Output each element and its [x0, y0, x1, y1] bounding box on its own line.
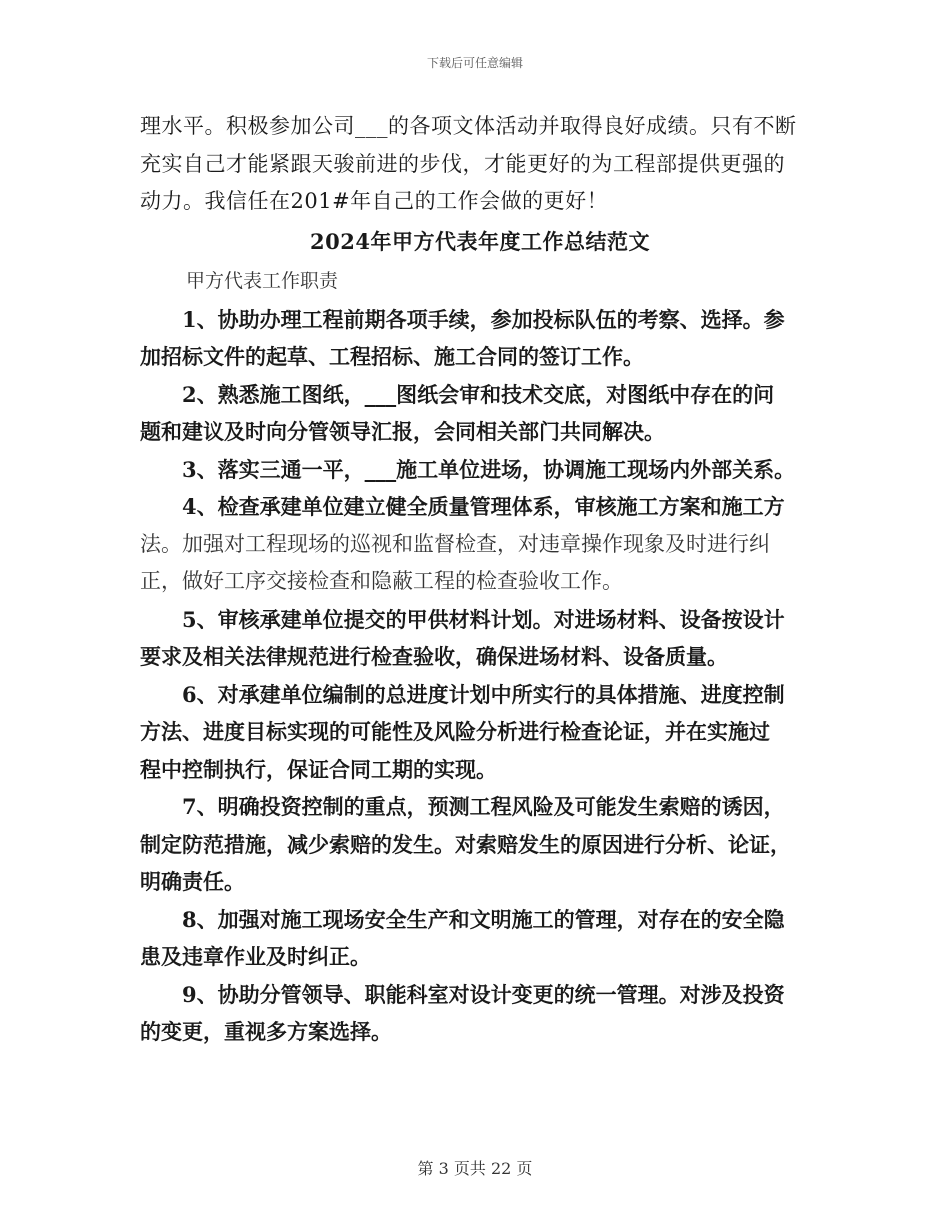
text-line: 患及违章作业及时纠正。	[140, 944, 371, 969]
text-line: 方法、进度目标实现的可能性及风险分析进行检查论证，并在实施过	[140, 719, 770, 744]
text-line: 8、加强对施工现场安全生产和文明施工的管理，对存在的安全隐	[182, 906, 785, 932]
text-line: 加招标文件的起草、工程招标、施工合同的签订工作。	[140, 344, 644, 369]
list-item	[140, 976, 820, 1051]
list-item	[140, 451, 820, 489]
text-line: 程中控制执行，保证合同工期的实现。	[140, 756, 497, 782]
text-line: 6、对承建单位编制的总进度计划中所实行的具体措施、进度控制	[182, 681, 785, 707]
text-line: 4、检查承建单位建立健全质量管理体系，审核施工方案和施工方	[182, 494, 785, 519]
text-line: 制定防范措施，减少索赔的发生。对索赔发生的原因进行分析、论证，	[140, 831, 791, 857]
text-line: 充实自己才能紧跟天骏前进的步伐，才能更好的为工程部提供更强的	[140, 151, 785, 176]
text-line: 7、明确投资控制的重点，预测工程风险及可能发生索赔的诱因，	[182, 794, 785, 819]
text-line: 9、协助分管领导、职能科室对设计变更的统一管理。对涉及投资	[182, 981, 785, 1007]
list-item	[140, 301, 820, 376]
section-subheading: 甲方代表工作职责	[186, 270, 339, 292]
text-line: 理水平。积极参加公司___的各项文体活动并取得良好成绩。只有不断	[140, 114, 797, 138]
text-line: 动力。我信任在201#年自己的工作会做的更好！	[140, 189, 609, 213]
text-line: 明确责任。	[140, 869, 245, 894]
text-line: 的变更，重视多方案选择。	[140, 1019, 392, 1044]
text-line: 2、熟悉施工图纸，___图纸会审和技术交底，对图纸中存在的问	[182, 381, 775, 407]
list-item	[140, 488, 820, 601]
document-body	[140, 108, 820, 1051]
page-header: 下载后可任意编辑	[426, 56, 523, 70]
list-item	[140, 901, 820, 976]
page-footer: 第 3 页共 22 页	[417, 1159, 533, 1178]
list-item	[140, 376, 820, 451]
text-line: 正，做好工序交接检查和隐蔽工程的检查验收工作。	[140, 569, 623, 593]
list-item	[140, 676, 820, 789]
text-line: 1、协助办理工程前期各项手续，参加投标队伍的考察、选择。参	[182, 306, 785, 332]
text-line: 题和建议及时向分管领导汇报，会同相关部门共同解决。	[140, 419, 665, 444]
document-title: 2024年甲方代表年度工作总结范文	[310, 228, 650, 254]
text-line: 要求及相关法律规范进行检查验收，确保进场材料、设备质量。	[140, 644, 728, 669]
list-item	[140, 601, 820, 676]
intro-paragraph	[140, 108, 820, 221]
list-item	[140, 788, 820, 901]
text-line: 5、审核承建单位提交的甲供材料计划。对进场材料、设备按设计	[182, 606, 785, 632]
text-line: 3、落实三通一平，___施工单位进场，协调施工现场内外部关系。	[182, 456, 796, 482]
text-line: 法。加强对工程现场的巡视和监督检查，对违章操作现象及时进行纠	[140, 531, 770, 556]
